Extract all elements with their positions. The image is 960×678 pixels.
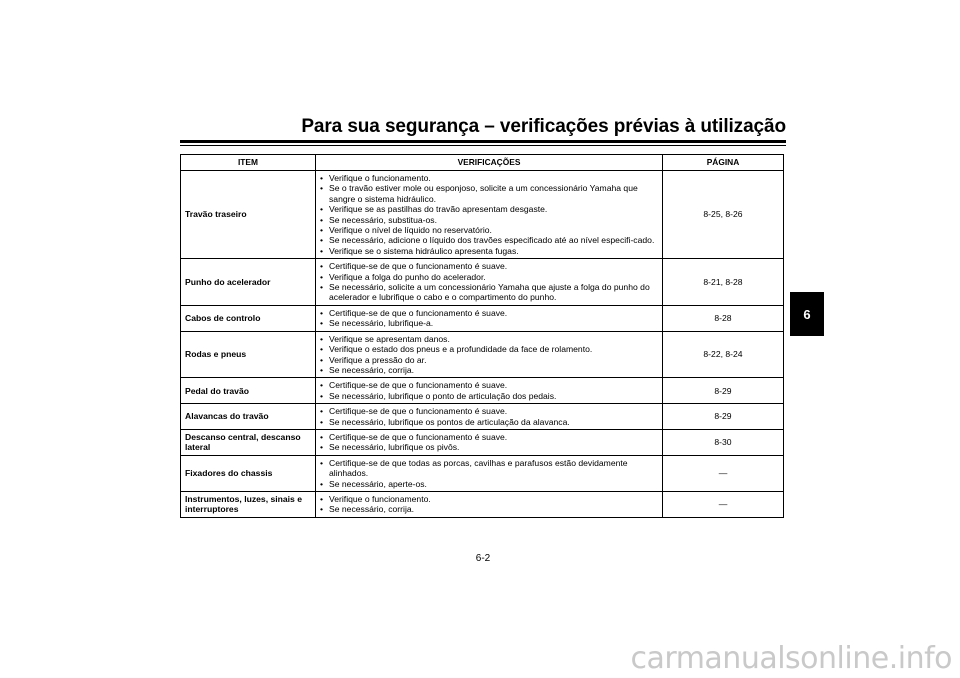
check-item: • Se necessário, corrija. bbox=[320, 504, 658, 514]
item-name: Fixadores do chassis bbox=[181, 455, 316, 491]
check-item: • Se necessário, solicite a um concessionário Yamaha que ajuste a folga do punho do acelerador e lubrifique o cabo e o compartimento do punho. bbox=[320, 282, 658, 303]
check-item: • Certifique-se de que o funcionamento é suave. bbox=[320, 380, 658, 390]
table-row bbox=[181, 429, 784, 455]
checks-cell bbox=[316, 331, 663, 378]
item-name: Rodas e pneus bbox=[181, 331, 316, 378]
checks-cell bbox=[316, 305, 663, 331]
checks-list bbox=[320, 308, 658, 329]
check-item: • Certifique-se de que o funcionamento é suave. bbox=[320, 308, 658, 318]
checks-cell bbox=[316, 429, 663, 455]
check-item: • Se necessário, substitua-os. bbox=[320, 215, 658, 225]
check-item: • Verifique se as pastilhas do travão apresentam desgaste. bbox=[320, 204, 658, 214]
checks-cell bbox=[316, 378, 663, 404]
checks-list bbox=[320, 334, 658, 376]
page-reference: 8-21, 8-28 bbox=[663, 259, 784, 306]
table-row bbox=[181, 491, 784, 517]
column-header-page: PÁGINA bbox=[663, 155, 784, 171]
item-name: Instrumentos, luzes, sinais e interruptores bbox=[181, 491, 316, 517]
check-item: • Se necessário, aperte-os. bbox=[320, 479, 658, 489]
table-row bbox=[181, 378, 784, 404]
checks-list bbox=[320, 458, 658, 489]
item-name: Descanso central, descanso lateral bbox=[181, 429, 316, 455]
check-item: • Certifique-se de que o funcionamento é suave. bbox=[320, 261, 658, 271]
page-title: Para sua segurança – verificações prévias à utilização bbox=[301, 116, 786, 137]
title-rule-thick bbox=[180, 140, 786, 143]
table-row bbox=[181, 305, 784, 331]
checks-list bbox=[320, 494, 658, 515]
page-number: 6-2 bbox=[475, 553, 491, 564]
page-reference: 8-30 bbox=[663, 429, 784, 455]
checks-list bbox=[320, 261, 658, 303]
checks-list bbox=[320, 173, 658, 256]
page-reference: 8-28 bbox=[663, 305, 784, 331]
checks-list bbox=[320, 406, 658, 427]
checks-cell bbox=[316, 455, 663, 491]
item-name: Pedal do travão bbox=[181, 378, 316, 404]
check-item: • Verifique se o sistema hidráulico apresenta fugas. bbox=[320, 246, 658, 256]
chapter-tab[interactable]: 6 bbox=[790, 292, 824, 336]
table-header-row bbox=[181, 155, 784, 171]
checks-cell bbox=[316, 171, 663, 259]
page-reference: 8-29 bbox=[663, 404, 784, 430]
page-reference: 8-25, 8-26 bbox=[663, 171, 784, 259]
column-header-item: ITEM bbox=[181, 155, 316, 171]
page-reference: 8-29 bbox=[663, 378, 784, 404]
table-row bbox=[181, 404, 784, 430]
check-item: • Verifique a folga do punho do acelerador. bbox=[320, 272, 658, 282]
table-row bbox=[181, 331, 784, 378]
item-name: Cabos de controlo bbox=[181, 305, 316, 331]
pre-operation-checks-table bbox=[180, 154, 784, 518]
check-item: • Se necessário, lubrifique-a. bbox=[320, 318, 658, 328]
checks-list bbox=[320, 432, 658, 453]
check-item: • Verifique o nível de líquido no reservatório. bbox=[320, 225, 658, 235]
table-row bbox=[181, 171, 784, 259]
title-rule-thin bbox=[180, 145, 786, 146]
check-item: • Verifique a pressão do ar. bbox=[320, 355, 658, 365]
checks-cell bbox=[316, 491, 663, 517]
item-name: Punho do acelerador bbox=[181, 259, 316, 306]
check-item: • Se necessário, lubrifique os pivôs. bbox=[320, 442, 658, 452]
check-item: • Se o travão estiver mole ou esponjoso, solicite a um concessionário Yamaha que sangre o sistema hidráulico. bbox=[320, 183, 658, 204]
table-row bbox=[181, 259, 784, 306]
checks-cell bbox=[316, 259, 663, 306]
table-body bbox=[181, 171, 784, 518]
check-item: • Se necessário, adicione o líquido dos travões especificado até ao nível especifi-cado. bbox=[320, 235, 658, 245]
check-item: • Verifique o funcionamento. bbox=[320, 494, 658, 504]
table-row bbox=[181, 455, 784, 491]
checks-list bbox=[320, 380, 658, 401]
check-item: • Se necessário, lubrifique os pontos de articulação da alavanca. bbox=[320, 417, 658, 427]
check-item: • Se necessário, corrija. bbox=[320, 365, 658, 375]
check-item: • Verifique o funcionamento. bbox=[320, 173, 658, 183]
page-reference: 8-22, 8-24 bbox=[663, 331, 784, 378]
page-reference: — bbox=[663, 455, 784, 491]
check-item: • Certifique-se de que o funcionamento é suave. bbox=[320, 406, 658, 416]
check-item: • Certifique-se de que todas as porcas, cavilhas e parafusos estão devidamente alinhados. bbox=[320, 458, 658, 479]
checks-cell bbox=[316, 404, 663, 430]
page-reference: — bbox=[663, 491, 784, 517]
check-item: • Verifique se apresentam danos. bbox=[320, 334, 658, 344]
check-item: • Verifique o estado dos pneus e a profundidade da face de rolamento. bbox=[320, 344, 658, 354]
watermark: carmanualsonline.info bbox=[630, 641, 952, 676]
column-header-checks: VERIFICAÇÕES bbox=[316, 155, 663, 171]
item-name: Alavancas do travão bbox=[181, 404, 316, 430]
item-name: Travão traseiro bbox=[181, 171, 316, 259]
check-item: • Certifique-se de que o funcionamento é suave. bbox=[320, 432, 658, 442]
check-item: • Se necessário, lubrifique o ponto de articulação dos pedais. bbox=[320, 391, 658, 401]
